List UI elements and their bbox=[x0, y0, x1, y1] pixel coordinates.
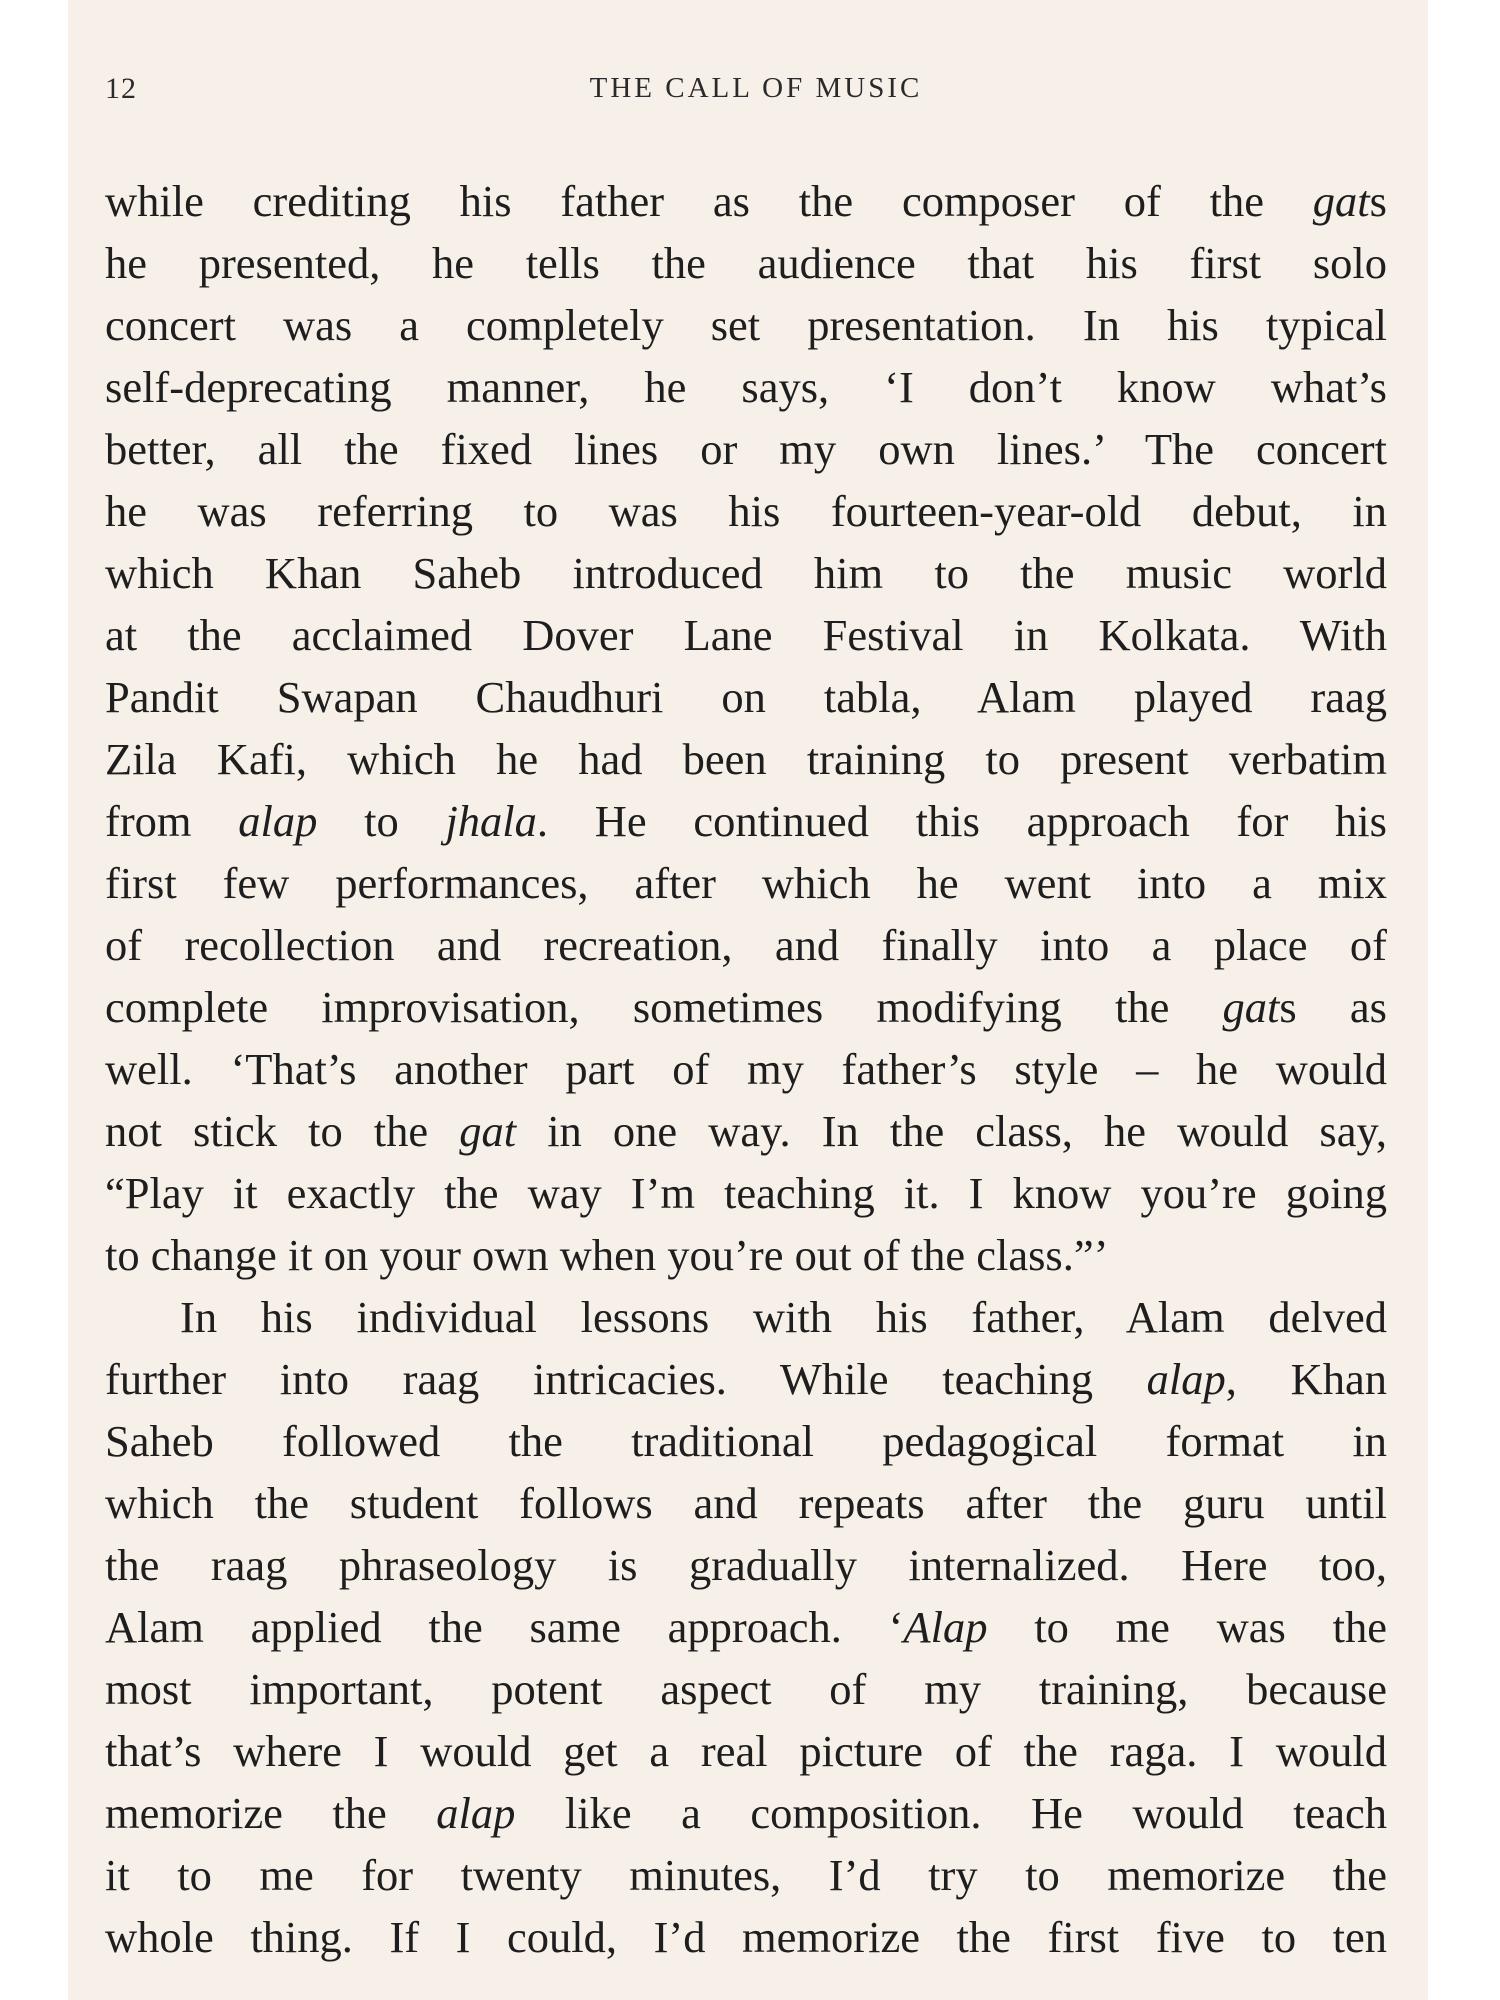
text-run: In his individual lessons with his father, Alam delved bbox=[180, 1292, 1387, 1342]
italic-term: alap bbox=[436, 1788, 516, 1838]
text-run: well. ‘That’s another part of my father’s style – he would bbox=[105, 1044, 1387, 1094]
italic-term: gat bbox=[459, 1106, 517, 1156]
text-run: s bbox=[1369, 176, 1387, 226]
text-run: that’s where I would get a real picture of the raga. I would bbox=[105, 1726, 1387, 1776]
text-line bbox=[105, 1038, 1387, 1100]
text-line bbox=[105, 418, 1387, 480]
text-line bbox=[105, 294, 1387, 356]
text-line bbox=[105, 1286, 1387, 1348]
italic-term: alap bbox=[238, 796, 318, 846]
text-line bbox=[105, 852, 1387, 914]
paragraph bbox=[105, 1286, 1387, 1968]
italic-term: Alap bbox=[903, 1602, 988, 1652]
text-line bbox=[105, 1348, 1387, 1410]
text-run: further into raag intricacies. While teaching bbox=[105, 1354, 1147, 1404]
text-run: he was referring to was his fourteen-year-old debut, in bbox=[105, 486, 1387, 536]
text-run: at the acclaimed Dover Lane Festival in Kolkata. With bbox=[105, 610, 1387, 660]
text-line bbox=[105, 1224, 1387, 1286]
text-run: of recollection and recreation, and finally into a place of bbox=[105, 920, 1387, 970]
text-line bbox=[105, 1534, 1387, 1596]
text-run: from bbox=[105, 796, 239, 846]
text-run: the raag phraseology is gradually internalized. Here too, bbox=[105, 1540, 1387, 1590]
text-line bbox=[105, 480, 1387, 542]
italic-term: alap bbox=[1146, 1354, 1226, 1404]
text-run: most important, potent aspect of my training, because bbox=[105, 1664, 1387, 1714]
text-line bbox=[105, 914, 1387, 976]
text-line bbox=[105, 1596, 1387, 1658]
text-run: he presented, he tells the audience that his first solo bbox=[105, 238, 1387, 288]
body-text bbox=[105, 170, 1387, 1968]
text-line bbox=[105, 976, 1387, 1038]
text-run: to change it on your own when you’re out of the class.”’ bbox=[105, 1230, 1109, 1280]
text-line bbox=[105, 666, 1387, 728]
text-line bbox=[105, 1410, 1387, 1472]
text-run: not stick to the bbox=[105, 1106, 460, 1156]
text-run: whole thing. If I could, I’d memorize the first five to ten bbox=[105, 1912, 1387, 1962]
text-run: which Khan Saheb introduced him to the music world bbox=[105, 548, 1387, 598]
text-run: Zila Kafi, which he had been training to present verbatim bbox=[105, 734, 1387, 784]
text-line bbox=[105, 604, 1387, 666]
text-run: s as bbox=[1279, 982, 1387, 1032]
text-line bbox=[105, 1658, 1387, 1720]
running-head: THE CALL OF MUSIC bbox=[589, 72, 923, 104]
text-line bbox=[105, 728, 1387, 790]
text-line bbox=[105, 1906, 1387, 1968]
text-run: it to me for twenty minutes, I’d try to memorize the bbox=[105, 1850, 1387, 1900]
text-run: , Khan bbox=[1225, 1354, 1388, 1404]
text-line bbox=[105, 790, 1387, 852]
text-run: Saheb followed the traditional pedagogical format in bbox=[105, 1416, 1387, 1466]
text-run: to bbox=[317, 796, 446, 846]
page-number: 12 bbox=[105, 72, 137, 105]
text-run: Pandit Swapan Chaudhuri on tabla, Alam played raag bbox=[105, 672, 1387, 722]
text-line bbox=[105, 1472, 1387, 1534]
page-header bbox=[105, 72, 1387, 112]
text-run: “Play it exactly the way I’m teaching it. I know you’re going bbox=[105, 1168, 1387, 1218]
text-run: in one way. In the class, he would say, bbox=[516, 1106, 1387, 1156]
text-run: complete improvisation, sometimes modifying the bbox=[105, 982, 1223, 1032]
text-line bbox=[105, 1100, 1387, 1162]
text-line bbox=[105, 170, 1387, 232]
text-line bbox=[105, 232, 1387, 294]
text-run: to me was the bbox=[987, 1602, 1387, 1652]
text-run: memorize the bbox=[105, 1788, 437, 1838]
text-line bbox=[105, 1782, 1387, 1844]
text-line bbox=[105, 542, 1387, 604]
text-run: like a composition. He would teach bbox=[515, 1788, 1388, 1838]
text-run: Alam applied the same approach. ‘ bbox=[105, 1602, 904, 1652]
text-run: self-deprecating manner, he says, ‘I don’t know what’s bbox=[105, 362, 1387, 412]
text-line bbox=[105, 356, 1387, 418]
text-run: first few performances, after which he went into a mix bbox=[105, 858, 1387, 908]
italic-term: gat bbox=[1222, 982, 1280, 1032]
text-run: which the student follows and repeats after the guru until bbox=[105, 1478, 1387, 1528]
text-run: . He continued this approach for his bbox=[536, 796, 1387, 846]
text-run: while crediting his father as the composer of the bbox=[105, 176, 1313, 226]
text-line bbox=[105, 1162, 1387, 1224]
text-line bbox=[105, 1844, 1387, 1906]
text-line bbox=[105, 1720, 1387, 1782]
italic-term: gat bbox=[1312, 176, 1370, 226]
paragraph bbox=[105, 170, 1387, 1286]
text-run: concert was a completely set presentation. In his typical bbox=[105, 300, 1387, 350]
italic-term: jhala bbox=[445, 796, 537, 846]
text-run: better, all the fixed lines or my own lines.’ The concert bbox=[105, 424, 1387, 474]
